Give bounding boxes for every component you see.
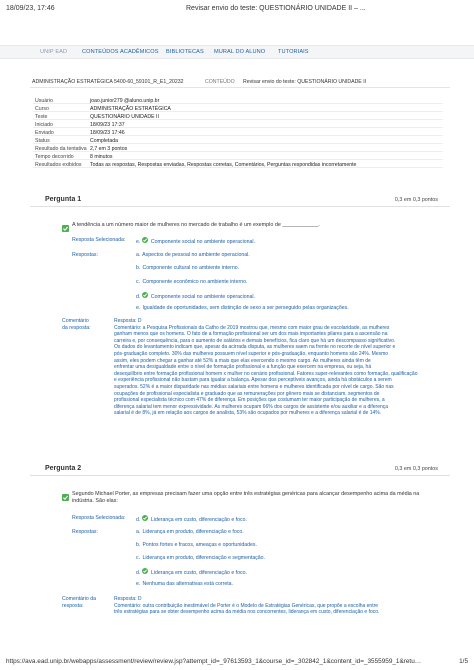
question-1-score: 0,3 em 0,3 pontos xyxy=(394,197,438,203)
comment-line: pós-graduação completo. 30% das mulheres possuem nível superior e pós-graduação, enquanto homens são 24%. Mesmo xyxy=(114,350,389,357)
question-2-header xyxy=(30,462,450,476)
attempt-row-test: Teste QUESTIONÁRIO UNIDADE II xyxy=(33,112,443,120)
correct-check-icon xyxy=(142,515,149,522)
q2-option-e: e. Nenhuma das alternativas está correta. xyxy=(136,581,233,587)
comment-line: Os dados do levantamento indicam que, apesar da acirrada disputa, as mulheres saem na frente no recorte de nível superior e xyxy=(114,344,396,351)
comment-line: desequilíbrio entre formação profissional homem x mulher no cenário profissional. Fatores super-relevantes como formação, qualificação xyxy=(114,370,418,377)
comment-line: ocupações de profissional especialista e graduado que as remunerações por gênero mais se distanciam, segmentos de xyxy=(114,390,380,397)
print-url: https://ava.ead.unip.br/webapps/assessment/review/review.jsp?attempt_id=_97613593_1&course_id=_302842_1&content_id=_3555959_1&retu… xyxy=(6,658,422,665)
breadcrumb-section[interactable]: CONTEÚDO xyxy=(205,79,235,85)
q2-selected-answer-label: Resposta Selecionada: xyxy=(72,515,126,521)
q1-option-c: c. Componente econômico no ambiente interno. xyxy=(136,279,248,285)
q2-option-c: c. Liderança em produto, diferenciação e segmentação. xyxy=(136,555,266,561)
q2-option-d: d. Liderança em custo, diferenciação e foco. xyxy=(136,570,247,576)
q1-selected-text: Componente social no ambiente operacional. xyxy=(150,239,256,245)
attempt-details xyxy=(33,96,443,168)
comment-line: Resposta: D xyxy=(114,596,142,602)
attempt-row-elapsed: Tempo decorrido 8 minutos xyxy=(33,152,443,160)
attempt-row-result: Resultado da tentativa 2,7 em 3 pontos xyxy=(33,144,443,152)
nav-bibliotecas[interactable]: BIBLIOTECAS xyxy=(166,49,204,55)
attempt-row-course: Curso ADMINISTRAÇÃO ESTRATÉGICA xyxy=(33,104,443,112)
q2-selected-text: Liderança em custo, diferenciação e foco. xyxy=(150,517,247,523)
breadcrumb-course[interactable]: ADMINISTRAÇÃO ESTRATÉGICA 5400-60_59101_R_E1_20232 xyxy=(32,79,184,85)
question-2-score: 0,3 em 0,3 pontos xyxy=(394,466,438,472)
comment-line: três estratégias para se obter desempenho acima da média nos concorrentes, liderança em custo, diferenciação e foco. xyxy=(114,609,380,616)
correct-check-icon xyxy=(62,494,69,501)
comment-line: ganham menos que os homens. O fato de a formação profissional ser um dos mais importantes pilares para a ascensão na xyxy=(114,331,388,338)
q1-option-d: d. Componente social no ambiente operacional. xyxy=(136,294,256,300)
q2-comment-label: Comentário da resposta: xyxy=(62,596,97,609)
correct-check-icon xyxy=(62,225,69,232)
correct-check-icon xyxy=(142,292,149,299)
correct-check-icon xyxy=(142,237,149,244)
print-footer xyxy=(6,656,468,668)
print-page-title: Revisar envio do teste: QUESTIONÁRIO UNIDADE II – ... xyxy=(186,5,366,12)
print-header xyxy=(6,2,468,16)
comment-line: carreira e, por consequência, para o aumento de salários e demais benefícios, fica claro que há um descompasso significativo. xyxy=(114,337,396,344)
nav-mural-do-aluno[interactable]: MURAL DO ALUNO xyxy=(214,49,266,55)
question-2-text-line-2: indústria. São elas: xyxy=(72,498,118,504)
q1-answers-label: Respostas: xyxy=(72,252,98,258)
attempt-row-user: Usuário joao.junior279 @aluno.unip.br xyxy=(33,96,443,104)
comment-line: Comentário: outra contribuição inestimável de Porter é o Modelo de Estratégias Genéricas, que propõe a escolha entre xyxy=(114,602,379,609)
print-page-number: 1/5 xyxy=(459,658,468,665)
q1-selected-letter: e. xyxy=(136,239,141,245)
q2-selected-letter: d. xyxy=(136,517,141,523)
correct-check-icon xyxy=(142,568,149,575)
question-2-title: Pergunta 2 xyxy=(45,465,82,472)
comment-line: e experiência profissional não bastam para igualar a balança. Apesar dos perceptíveis avanços, ainda há obstáculos a serem xyxy=(114,377,392,384)
breadcrumb-current: Revisar envio do teste: QUESTIONÁRIO UNIDADE II xyxy=(243,79,367,85)
q2-option-a: a. Liderança em produto, diferenciação e foco. xyxy=(136,529,244,535)
q2-option-b: b. Pontos fortes e fracos, ameaças e oportunidades. xyxy=(136,542,257,548)
top-navigation xyxy=(0,45,474,59)
q1-option-a: a. Aspectos de pessoal no ambiente operacional. xyxy=(136,252,250,258)
nav-tutoriais[interactable]: TUTORIAIS xyxy=(278,49,309,55)
question-1-title: Pergunta 1 xyxy=(45,196,82,203)
attempt-row-results-shown: Resultados exibidos Todas as respostas, Respostas enviadas, Respostas corretas, Comentários, Perguntas respondidas incorretamente xyxy=(33,160,443,168)
question-1-header xyxy=(30,193,450,207)
q1-comment xyxy=(114,318,436,417)
q2-selected-answer xyxy=(136,515,247,523)
print-timestamp: 18/09/23, 17:46 xyxy=(6,5,55,12)
comment-line: enfrentar uma desigualdade entre o nível de formação profissional e a função que exercem na empresa, ou seja, há xyxy=(114,364,372,371)
nav-conteudos-academicos[interactable]: CONTEÚDOS ACADÊMICOS xyxy=(82,49,159,55)
comment-line: profissional especialista técnico com 47% de diferença. Em posições que costumam ter maior participação de mulheres, a xyxy=(114,397,385,404)
comment-line: diferença salarial tem menor expressividade. As mulheres ocupam 66% dos cargos de assistente e/ou auxiliar e a diferença xyxy=(114,403,389,410)
breadcrumb xyxy=(30,78,450,88)
q1-selected-answer-label: Resposta Selecionada: xyxy=(72,237,126,243)
q1-comment-label: Comentário da resposta: xyxy=(62,318,91,331)
comment-line: salarial é de 8%, já em relação aos cargos de analista, 53% são ocupados por mulheres e a diferença salarial é de 14%. xyxy=(114,410,382,417)
q2-answers-label: Respostas: xyxy=(72,529,98,535)
attempt-row-started: Iniciado 18/09/23 17:37 xyxy=(33,120,443,128)
q1-option-e: e. Igualdade de oportunidades, sem distinção de sexo a ser perseguido pelas organizações. xyxy=(136,305,349,311)
question-2-text-line-1: Segundo Michael Porter, as empresas precisam fazer uma opção entre três estratégias genéricas para alcançar desempenho acima da média na xyxy=(72,491,420,497)
attempt-row-submitted: Enviado 18/09/23 17:46 xyxy=(33,128,443,136)
question-1-text: A tendência a um número maior de mulheres no mercado de trabalho é um exemplo de ____________. xyxy=(72,222,320,228)
q1-selected-answer xyxy=(136,237,255,245)
q1-option-b: b. Componente cultural no ambiente interno. xyxy=(136,265,240,271)
comment-line: assim, eles podem chegar a ganhar até 52% a mais que elas exercendo o mesmo cargo. As mulheres ainda têm de xyxy=(114,357,371,364)
comment-line: Comentário: a Pesquisa Profissionais da Catho de 2019 mostrou que, mesmo com maior grau de escolaridade, as mulheres xyxy=(114,324,390,331)
attempt-row-status: Status Completada xyxy=(33,136,443,144)
comment-line: Resposta: D xyxy=(114,318,142,324)
q2-comment xyxy=(114,596,436,616)
comment-line: superados. 52% é a maior disparidade nas médias salariais entre homens e mulheres identificada por nível de cargo. São nas xyxy=(114,383,394,390)
nav-unip-ead[interactable]: UNIP EAD xyxy=(40,49,68,55)
